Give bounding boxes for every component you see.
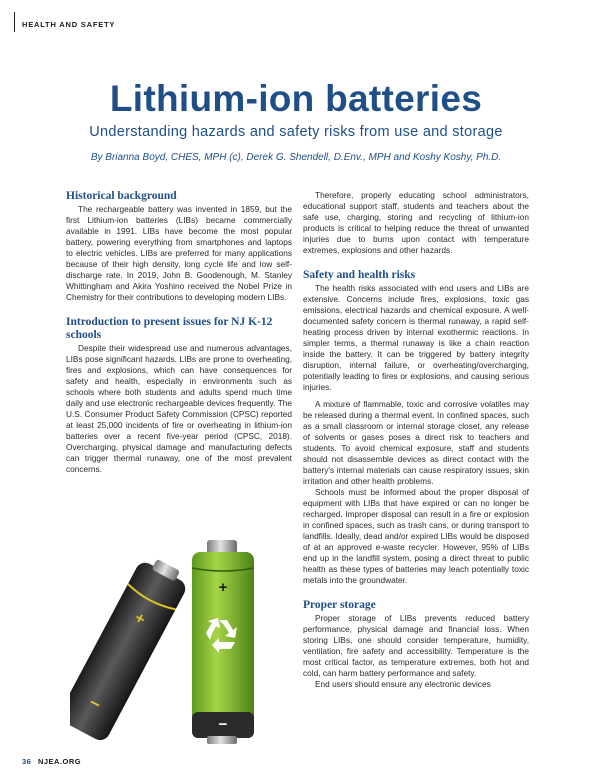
- header-rule: [14, 12, 15, 32]
- heading-intro: Introduction to present issues for NJ K-12 schools: [66, 316, 273, 341]
- battery-illustration: [70, 532, 290, 752]
- black-battery-minus: −: [85, 692, 105, 715]
- green-battery-plus: +: [218, 579, 228, 596]
- green-battery: [192, 540, 254, 744]
- article-subtitle: Understanding hazards and safety risks from use and storage: [89, 124, 503, 140]
- paragraph-continued: Therefore, properly educating school administrators, educational support staff, students and teachers about the safe use, charging, storing and recycling of lithium-ion products is critical to helping reduce the threat of unwanted injuries due to burns upon contact with temperature extremes, explosions and other hazards.: [303, 190, 529, 255]
- heading-storage: Proper storage: [303, 599, 376, 611]
- article-byline: By Brianna Boyd, CHES, MPH (c), Derek G. Shendell, D.Env., MPH and Koshy Koshy, Ph.D.: [90, 152, 502, 163]
- paragraph-safety-1: The health risks associated with end users and LIBs are extensive. Concerns include fires, explosions, toxic gas emissions, electrical hazards and chemical exposure. A well-documented safety concern is thermal runaway, a rapid self-heating process driven by internal exothermic reactions. In simpler terms, a thermal runaway is like a chain reaction inside the battery. It can be triggered by battery integrity disruption, internal failure, or overheating/overcharging, potentially leading to fires or explosions, and causing serious injuries.: [303, 283, 529, 392]
- heading-historical: Historical background: [66, 190, 177, 202]
- black-battery-plus: +: [131, 609, 148, 629]
- right-column: [303, 190, 529, 690]
- left-column: [66, 190, 292, 475]
- section-label: HEALTH AND SAFETY: [22, 20, 116, 29]
- heading-safety: Safety and health risks: [303, 269, 416, 281]
- publication-name: NJEA.ORG: [37, 757, 82, 766]
- green-battery-minus: −: [218, 716, 228, 733]
- paragraph-safety-3: Schools must be informed about the proper disposal of equipment with LIBs that have expired or can no longer be recharged. Improper disposal can result in a fire or explosion in confined spaces, such as trash cans, or during transport to landfills. Ideally, dead and/or expired LIBs would be disposed of at an approved e-waste recycler. However, 95% of LIBs end up in the landfill system, posing a direct threat to public health as these types of batteries may leach potentially toxic metals into the groundwater.: [303, 487, 529, 585]
- paragraph-storage-2: End users should ensure any electronic devices: [315, 679, 491, 689]
- paragraph-storage-1: Proper storage of LIBs prevents reduced battery performance, physical damage and financial loss. When storing LIBs, one should consider temperature, humidity, ventilation, fire safety and accessibility. Temperature is the most critical factor, as temperature extremes, both hot and cold, can harm battery performance and safety.: [303, 613, 529, 678]
- paragraph-safety-2: A mixture of flammable, toxic and corrosive volatiles may be released during a thermal event. In confined spaces, such as a small classroom or internal storage closet, any release of solvents or gases poses a direct risk to teachers and students. To avoid chemical exposure, staff and students should not disassemble devices as direct contact with the battery's internal materials can cause respiratory issues, skin irritation and other health problems.: [303, 399, 529, 486]
- paragraph-historical: The rechargeable battery was invented in 1859, but the first Lithium-ion batteries (LIBs) became commercially available in 1991. LIBs have become the most popular battery, powering everything from smartphones and laptops to electric vehicles. LIBs are preferred for many applications because of their high density, long cycle life and low self-discharge rate. In 2019, John B. Goodenough, M. Stanley Whittingham and Akira Yoshino received the Nobel Prize in Chemistry for their contributions to developing modern LIBs.: [66, 204, 292, 302]
- page-number: 36: [22, 757, 32, 766]
- paragraph-intro: Despite their widespread use and numerous advantages, LIBs pose significant hazards. LIBs are prone to overheating, fires and explosions, which can have consequences for safety and health, especially in environments such as schools where both students and adults spend much time daily and use electronic rechargeable devices frequently. The U.S. Consumer Product Safety Commission (CPSC) reported at least 25,000 incidents of fire or overheating in lithium-ion batteries over a recent five-year period (CPSC, 2018). Overcharging, physical damage and manufacturing defects can trigger thermal runaway, one of the most prevalent concerns.: [66, 343, 292, 474]
- article-title: Lithium-ion batteries: [109, 78, 483, 119]
- page-footer: [22, 757, 81, 766]
- black-battery: [70, 552, 193, 743]
